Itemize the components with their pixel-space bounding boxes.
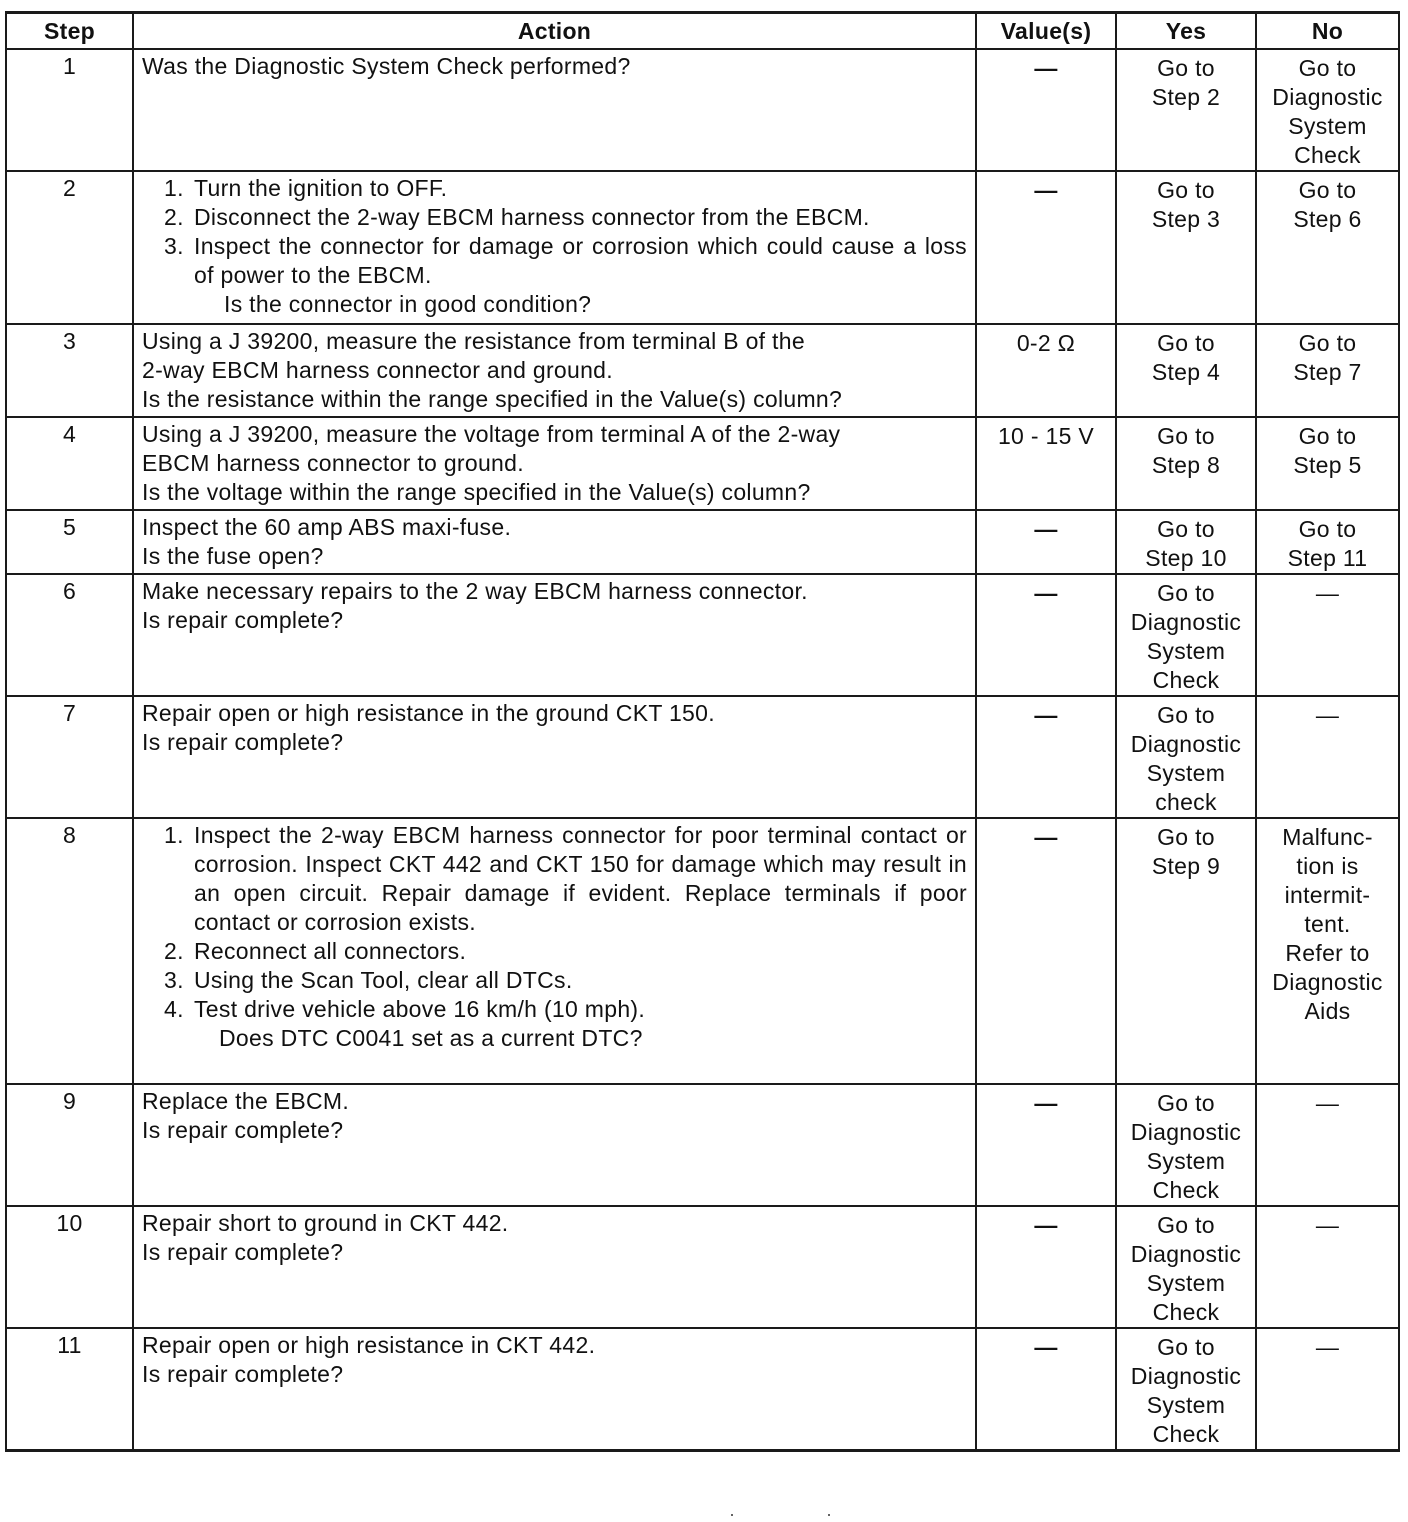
action-line: Was the Diagnostic System Check performed? [142, 53, 631, 79]
step-number: 7 [6, 696, 133, 818]
value-text: — [1034, 516, 1058, 542]
no-cell [1256, 696, 1399, 818]
yes-cell [1116, 574, 1256, 696]
action-line: Is repair complete? [142, 1117, 344, 1143]
no-line: — [1315, 1090, 1340, 1116]
value-cell [976, 510, 1116, 574]
no-line: Diagnostic [1272, 84, 1383, 110]
yes-cell [1116, 171, 1256, 324]
no-line: intermit- [1284, 882, 1371, 908]
no-cell [1256, 574, 1399, 696]
value-text: — [1034, 177, 1058, 203]
table-row [6, 818, 1399, 1084]
value-text: — [1034, 580, 1058, 606]
no-cell [1256, 171, 1399, 324]
action-line: 2-way EBCM harness connector and ground. [142, 357, 613, 383]
value-text: — [1034, 702, 1058, 728]
no-line: tion is [1296, 853, 1359, 879]
step-number: 9 [6, 1084, 133, 1206]
value-text: — [1034, 1334, 1058, 1360]
action-line: Using a J 39200, measure the voltage from terminal A of the 2-way [142, 421, 841, 447]
value-cell [976, 417, 1116, 510]
yes-line: Go to [1157, 1212, 1215, 1238]
yes-line: Go to [1157, 1090, 1215, 1116]
no-cell [1256, 818, 1399, 1084]
table-row [6, 171, 1399, 324]
value-text: — [1034, 1212, 1058, 1238]
yes-line: Check [1152, 1421, 1220, 1447]
yes-cell [1116, 1084, 1256, 1206]
value-cell [976, 324, 1116, 417]
value-cell [976, 818, 1116, 1084]
substep-number: 2. [164, 204, 184, 230]
no-cell [1256, 49, 1399, 171]
substep-number: 1. [164, 175, 184, 201]
no-cell [1256, 1206, 1399, 1328]
substep-item [164, 203, 967, 232]
value-cell [976, 1206, 1116, 1328]
scan-speck [828, 1514, 830, 1516]
yes-line: System [1146, 760, 1226, 786]
no-line: Go to [1298, 423, 1357, 449]
action-cell [133, 1328, 976, 1451]
no-line: Step 5 [1293, 452, 1362, 478]
value-cell [976, 1328, 1116, 1451]
action-line: Is the resistance within the range specified in the Value(s) column? [142, 386, 843, 412]
no-line: Diagnostic [1272, 969, 1383, 995]
yes-cell [1116, 696, 1256, 818]
yes-line: Step 2 [1151, 84, 1221, 110]
value-cell [976, 49, 1116, 171]
action-line: Replace the EBCM. [142, 1088, 350, 1114]
action-line: Make necessary repairs to the 2 way EBCM harness connector. [142, 578, 808, 604]
yes-line: Go to [1157, 516, 1215, 542]
no-cell [1256, 417, 1399, 510]
step-number: 4 [6, 417, 133, 510]
action-question: Is the connector in good condition? [224, 291, 592, 317]
header-action: Action [133, 13, 976, 50]
header-no: No [1256, 13, 1399, 50]
yes-line: Go to [1157, 330, 1215, 356]
yes-line: check [1155, 789, 1217, 815]
action-cell [133, 324, 976, 417]
yes-line: Step 9 [1151, 853, 1221, 879]
value-text: — [1034, 824, 1058, 850]
no-line: Malfunc- [1282, 824, 1373, 850]
action-line: Repair open or high resistance in CKT 442. [142, 1332, 596, 1358]
no-line: Step 11 [1287, 545, 1368, 571]
yes-line: Step 8 [1151, 452, 1221, 478]
action-cell [133, 818, 976, 1084]
yes-line: Step 10 [1145, 545, 1227, 571]
no-line: Go to [1298, 330, 1357, 356]
yes-line: Check [1152, 667, 1220, 693]
substep-text: Inspect the connector for damage or corrosion which could cause a loss of power to the EBCM. [194, 233, 967, 288]
yes-line: System [1146, 1148, 1226, 1174]
value-text: — [1034, 1090, 1058, 1116]
action-line: Is repair complete? [142, 607, 344, 633]
step-number: 5 [6, 510, 133, 574]
no-cell [1256, 510, 1399, 574]
yes-line: Step 3 [1151, 206, 1221, 232]
value-text: — [1034, 55, 1058, 81]
substep-number: 3. [164, 967, 184, 993]
substep-item [164, 232, 967, 290]
substep-number: 2. [164, 938, 184, 964]
table-row [6, 417, 1399, 510]
action-cell [133, 696, 976, 818]
action-line: EBCM harness connector to ground. [142, 450, 524, 476]
substep-item [164, 174, 967, 203]
yes-line: Check [1152, 1177, 1220, 1203]
step-number: 2 [6, 171, 133, 324]
step-number: 8 [6, 818, 133, 1084]
table-row [6, 1084, 1399, 1206]
table-row [6, 510, 1399, 574]
value-cell [976, 696, 1116, 818]
value-text: 10 - 15 V [997, 423, 1095, 449]
yes-cell [1116, 324, 1256, 417]
table-row [6, 324, 1399, 417]
substep-text: Using the Scan Tool, clear all DTCs. [194, 967, 573, 993]
yes-cell [1116, 818, 1256, 1084]
step-number: 10 [6, 1206, 133, 1328]
table-row [6, 49, 1399, 171]
yes-line: Diagnostic [1130, 609, 1242, 635]
no-cell [1256, 1084, 1399, 1206]
yes-line: Go to [1157, 177, 1215, 203]
substep-text: Turn the ignition to OFF. [194, 175, 448, 201]
action-cell [133, 417, 976, 510]
substep-text: Inspect the 2-way EBCM harness connector for poor terminal contact or corrosion. Inspect CKT 442 and CKT 150 for damage which may result in an open circuit. Repair damage if evident. Replace terminals if poor contact or corrosion exists. [194, 822, 967, 935]
substep-text: Test drive vehicle above 16 km/h (10 mph). [194, 996, 646, 1022]
yes-line: Diagnostic [1130, 731, 1242, 757]
action-cell [133, 1084, 976, 1206]
yes-line: Diagnostic [1130, 1119, 1242, 1145]
action-cell [133, 171, 976, 324]
no-line: Step 7 [1293, 359, 1362, 385]
action-cell [133, 49, 976, 171]
no-line: tent. [1304, 911, 1351, 937]
action-line: Is repair complete? [142, 1361, 344, 1387]
diagnostic-table-sheet [5, 11, 1398, 1452]
header-step: Step [6, 13, 133, 50]
yes-line: Go to [1157, 55, 1215, 81]
action-line: Inspect the 60 amp ABS maxi-fuse. [142, 514, 512, 540]
no-cell [1256, 1328, 1399, 1451]
substep-number: 1. [164, 822, 184, 848]
header-row [6, 13, 1399, 50]
substep-list [142, 821, 967, 1024]
yes-line: Step 4 [1151, 359, 1221, 385]
action-cell [133, 1206, 976, 1328]
value-cell [976, 574, 1116, 696]
yes-cell [1116, 417, 1256, 510]
substep-number: 4. [164, 996, 184, 1022]
table-row [6, 1206, 1399, 1328]
yes-line: Go to [1157, 423, 1215, 449]
no-line: Refer to [1285, 940, 1370, 966]
action-line: Is the fuse open? [142, 543, 324, 569]
step-number: 6 [6, 574, 133, 696]
table-row [6, 696, 1399, 818]
yes-line: System [1146, 1392, 1226, 1418]
substep-item [164, 821, 967, 937]
action-line: Is repair complete? [142, 729, 344, 755]
substep-text: Disconnect the 2-way EBCM harness connector from the EBCM. [194, 204, 870, 230]
yes-cell [1116, 1206, 1256, 1328]
substep-item [164, 995, 967, 1024]
no-line: System [1288, 113, 1367, 139]
action-line: Repair short to ground in CKT 442. [142, 1210, 509, 1236]
header-values: Value(s) [976, 13, 1116, 50]
substep-text: Reconnect all connectors. [194, 938, 467, 964]
action-cell [133, 574, 976, 696]
no-line: — [1315, 1212, 1340, 1238]
no-line: Go to [1298, 177, 1357, 203]
table-row [6, 574, 1399, 696]
action-line: Is repair complete? [142, 1239, 344, 1265]
substep-item [164, 966, 967, 995]
yes-line: System [1146, 1270, 1226, 1296]
yes-line: Go to [1157, 580, 1215, 606]
action-cell [133, 510, 976, 574]
substep-number: 3. [164, 233, 184, 259]
action-line: Repair open or high resistance in the ground CKT 150. [142, 700, 715, 726]
yes-cell [1116, 510, 1256, 574]
step-number: 11 [6, 1328, 133, 1451]
action-line: Using a J 39200, measure the resistance from terminal B of the [142, 328, 805, 354]
yes-line: Go to [1157, 1334, 1215, 1360]
action-question: Does DTC C0041 set as a current DTC? [219, 1025, 643, 1051]
no-line: Go to [1298, 55, 1357, 81]
no-line: Aids [1304, 998, 1351, 1024]
no-line: — [1315, 702, 1340, 728]
action-line: Is the voltage within the range specified in the Value(s) column? [142, 479, 811, 505]
substep-list [142, 174, 967, 290]
header-yes: Yes [1116, 13, 1256, 50]
yes-line: Diagnostic [1130, 1363, 1242, 1389]
no-line: — [1315, 580, 1340, 606]
step-number: 1 [6, 49, 133, 171]
diagnostic-table [5, 11, 1400, 1452]
yes-line: System [1146, 638, 1226, 664]
no-line: Step 6 [1293, 206, 1362, 232]
yes-cell [1116, 1328, 1256, 1451]
table-row [6, 1328, 1399, 1451]
value-text: 0-2 Ω [1016, 330, 1076, 356]
yes-cell [1116, 49, 1256, 171]
no-cell [1256, 324, 1399, 417]
no-line: — [1315, 1334, 1340, 1360]
yes-line: Check [1152, 1299, 1220, 1325]
scan-speck [731, 1514, 733, 1516]
no-line: Check [1294, 142, 1361, 168]
step-number: 3 [6, 324, 133, 417]
value-cell [976, 171, 1116, 324]
table-body [6, 49, 1399, 1451]
yes-line: Go to [1157, 702, 1215, 728]
value-cell [976, 1084, 1116, 1206]
yes-line: Go to [1157, 824, 1215, 850]
no-line: Go to [1298, 516, 1357, 542]
yes-line: Diagnostic [1130, 1241, 1242, 1267]
substep-item [164, 937, 967, 966]
